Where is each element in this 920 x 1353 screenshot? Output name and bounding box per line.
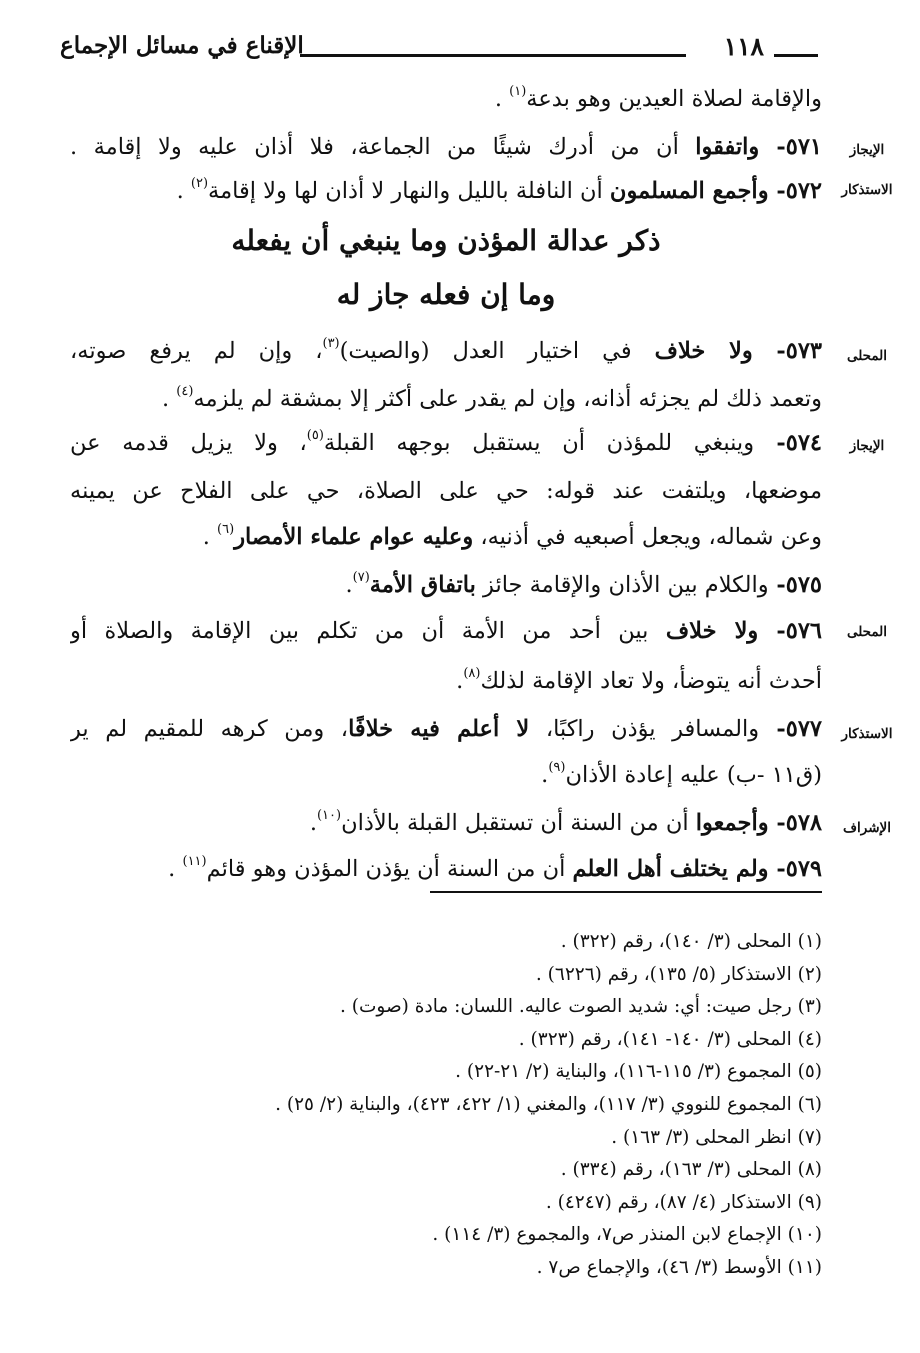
text-run: .: [456, 668, 464, 694]
text-run: بين أحد من الأمة أن من تكلم بين الإقامة والصلاة أو: [70, 618, 666, 644]
text-line: [70, 800, 822, 846]
footnote-item: (١١) الأوسط (٣/ ٤٦)، والإجماع ص٧ .: [536, 1256, 822, 1278]
text-line: [70, 124, 822, 170]
footnote-item: (٤) المحلى (٣/ ١٤٠- ١٤١)، رقم (٣٢٣) .: [518, 1028, 822, 1050]
text-run: موضعها، ويلتفت عند قوله: حي على الصلاة، حي على الفلاح عن يمينه: [70, 478, 822, 504]
footnote-ref: (٥): [306, 428, 324, 443]
text-run: وينبغي للمؤذن أن يستقبل بوجهه القبلة: [323, 430, 755, 456]
footnote-ref: (٢): [190, 176, 209, 191]
consensus-phrase: باتفاق الأمة: [369, 572, 476, 598]
footnote-item: (٣) رجل صيت: أي: شديد الصوت عاليه. اللسان: مادة (صوت) .: [340, 996, 822, 1018]
text-run: (ق١١ -ب) عليه إعادة الأذان: [565, 762, 822, 788]
footnote-separator: [430, 891, 822, 893]
text-run: وتعمد ذلك لم يجزئه أذانه، وإن لم يقدر على أكثر إلا بمشقة لم يلزمه: [193, 386, 822, 412]
consensus-phrase: ولا خلاف: [654, 338, 753, 364]
consensus-phrase: لا أعلم فيه خلافًا: [348, 716, 530, 742]
text-line: [70, 376, 822, 422]
text-run: .: [309, 810, 317, 836]
text-line: [70, 420, 822, 466]
source-margin-label: الإشراف: [843, 820, 891, 836]
footnote-item: (٨) المحلى (٣/ ١٦٣)، رقم (٣٣٤) .: [560, 1159, 822, 1181]
text-line: [70, 608, 822, 654]
item-number: ٥٧٥-: [768, 572, 822, 598]
consensus-phrase: ولم يختلف أهل العلم: [572, 856, 769, 882]
text-line: [70, 168, 822, 214]
footnote-ref: (١): [509, 84, 527, 99]
section-heading: وما إن فعله جاز له: [336, 278, 556, 311]
footnote-item: (٧) انظر المحلى (٣/ ١٦٣) .: [611, 1126, 822, 1148]
consensus-phrase: وأجمعوا: [695, 810, 769, 836]
footnote-ref: (٧): [352, 570, 370, 585]
text-line: [70, 562, 822, 608]
text-line: [70, 468, 822, 514]
footnote-ref: (٩): [548, 760, 566, 775]
item-number: ٥٧٦-: [758, 618, 822, 644]
footnote-ref: (١٠): [316, 808, 342, 823]
footnote-item: (١) المحلى (٣/ ١٤٠)، رقم (٣٢٢) .: [560, 931, 822, 952]
text-run: .: [541, 762, 549, 788]
footnote-ref: (٣): [322, 336, 340, 351]
item-number: ٥٧٩-: [768, 856, 822, 882]
text-run: .: [345, 572, 353, 598]
text-run: ، وإن لم يرفع صوته،: [70, 338, 323, 364]
text-run: أن من السنة أن يؤذن المؤذن وهو قائم: [206, 856, 573, 882]
consensus-phrase: وعليه عوام علماء الأمصار: [234, 524, 474, 550]
text-run: والإقامة لصلاة العيدين وهو بدعة: [526, 86, 822, 112]
text-line: [70, 658, 822, 704]
text-line: [70, 752, 822, 798]
source-margin-label: الاستذكار: [841, 182, 893, 198]
footnote-item: (١٠) الإجماع لابن المنذر ص٧، والمجموع (٣/ ١١٤) .: [432, 1224, 822, 1246]
item-number: ٥٧٢-: [768, 178, 822, 204]
text-run: .: [202, 524, 218, 550]
header-dash: [774, 54, 818, 57]
footnote-ref: (٨): [463, 666, 481, 681]
item-number: ٥٧٤-: [754, 430, 822, 456]
footnote-item: (٢) الاستذكار (٥/ ١٣٥)، رقم (٦٢٢٦) .: [535, 963, 822, 985]
footnotes: [62, 926, 822, 1285]
text-run: أن النافلة بالليل والنهار لا أذان لها ولا إقامة: [208, 178, 610, 204]
text-run: ، ومن كرهه للمقيم لم ير: [70, 716, 349, 742]
text-run: وعن شماله، ويجعل أصبعيه في أذنيه،: [473, 524, 822, 550]
running-header: [60, 26, 822, 70]
item-number: ٥٧٧-: [759, 716, 822, 742]
text-run: .: [494, 86, 510, 112]
footnote-ref: (٤): [176, 384, 194, 399]
item-number: ٥٧٨-: [768, 810, 822, 836]
section-heading: ذكر عدالة المؤذن وما ينبغي أن يفعله: [231, 224, 661, 257]
footnote-item: (٦) المجموع للنووي (٣/ ١١٧)، والمغني (١/ ٤٢٢، ٤٢٣)، والبناية (٢/ ٢٥) .: [275, 1093, 822, 1115]
source-margin-label: الإيجاز: [849, 438, 885, 454]
text-run: والمسافر يؤذن راكبًا،: [529, 716, 760, 742]
consensus-phrase: واتفقوا: [695, 134, 760, 160]
source-margin-label: الإيجاز: [849, 142, 885, 158]
book-title: الإقناع في مسائل الإجماع: [60, 32, 304, 59]
item-number: ٥٧١-: [759, 134, 822, 160]
text-line: [70, 76, 822, 122]
consensus-phrase: وأجمع المسلمون: [609, 178, 769, 204]
text-run: .: [176, 178, 191, 204]
source-margin-label: المحلى: [846, 624, 888, 640]
text-run: أحدث أنه يتوضأ، ولا تعاد الإقامة لذلك: [480, 668, 822, 694]
text-run: والكلام بين الأذان والإقامة جائز: [475, 572, 769, 598]
source-margin-label: المحلى: [846, 348, 888, 364]
text-run: في اختيار العدل (والصيت): [339, 338, 655, 364]
header-rule: [300, 54, 686, 57]
text-run: أن من أدرك شيئًا من الجماعة، فلا أذان عليه ولا إقامة .: [70, 134, 696, 160]
footnote-item: (٥) المجموع (٣/ ١١٥-١١٦)، والبناية (٢/ ٢١-٢٢) .: [455, 1061, 822, 1083]
footnote-ref: (١١): [182, 854, 207, 869]
text-line: [70, 514, 822, 560]
source-margin-label: الاستذكار: [841, 726, 893, 742]
text-line: [70, 328, 822, 374]
text-run: .: [168, 856, 183, 882]
text-run: .: [161, 386, 177, 412]
item-number: ٥٧٣-: [752, 338, 822, 364]
page-number: ١١٨: [723, 32, 764, 61]
footnote-item: (٩) الاستذكار (٤/ ٨٧)، رقم (٤٢٤٧) .: [545, 1191, 822, 1213]
footnote-ref: (٦): [217, 522, 235, 537]
text-line: [70, 846, 822, 892]
text-line: [70, 706, 822, 752]
consensus-phrase: ولا خلاف: [665, 618, 759, 644]
text-run: أن من السنة أن تستقبل القبلة بالأذان: [341, 810, 696, 836]
text-run: ، ولا يزيل قدمه عن: [70, 430, 307, 456]
